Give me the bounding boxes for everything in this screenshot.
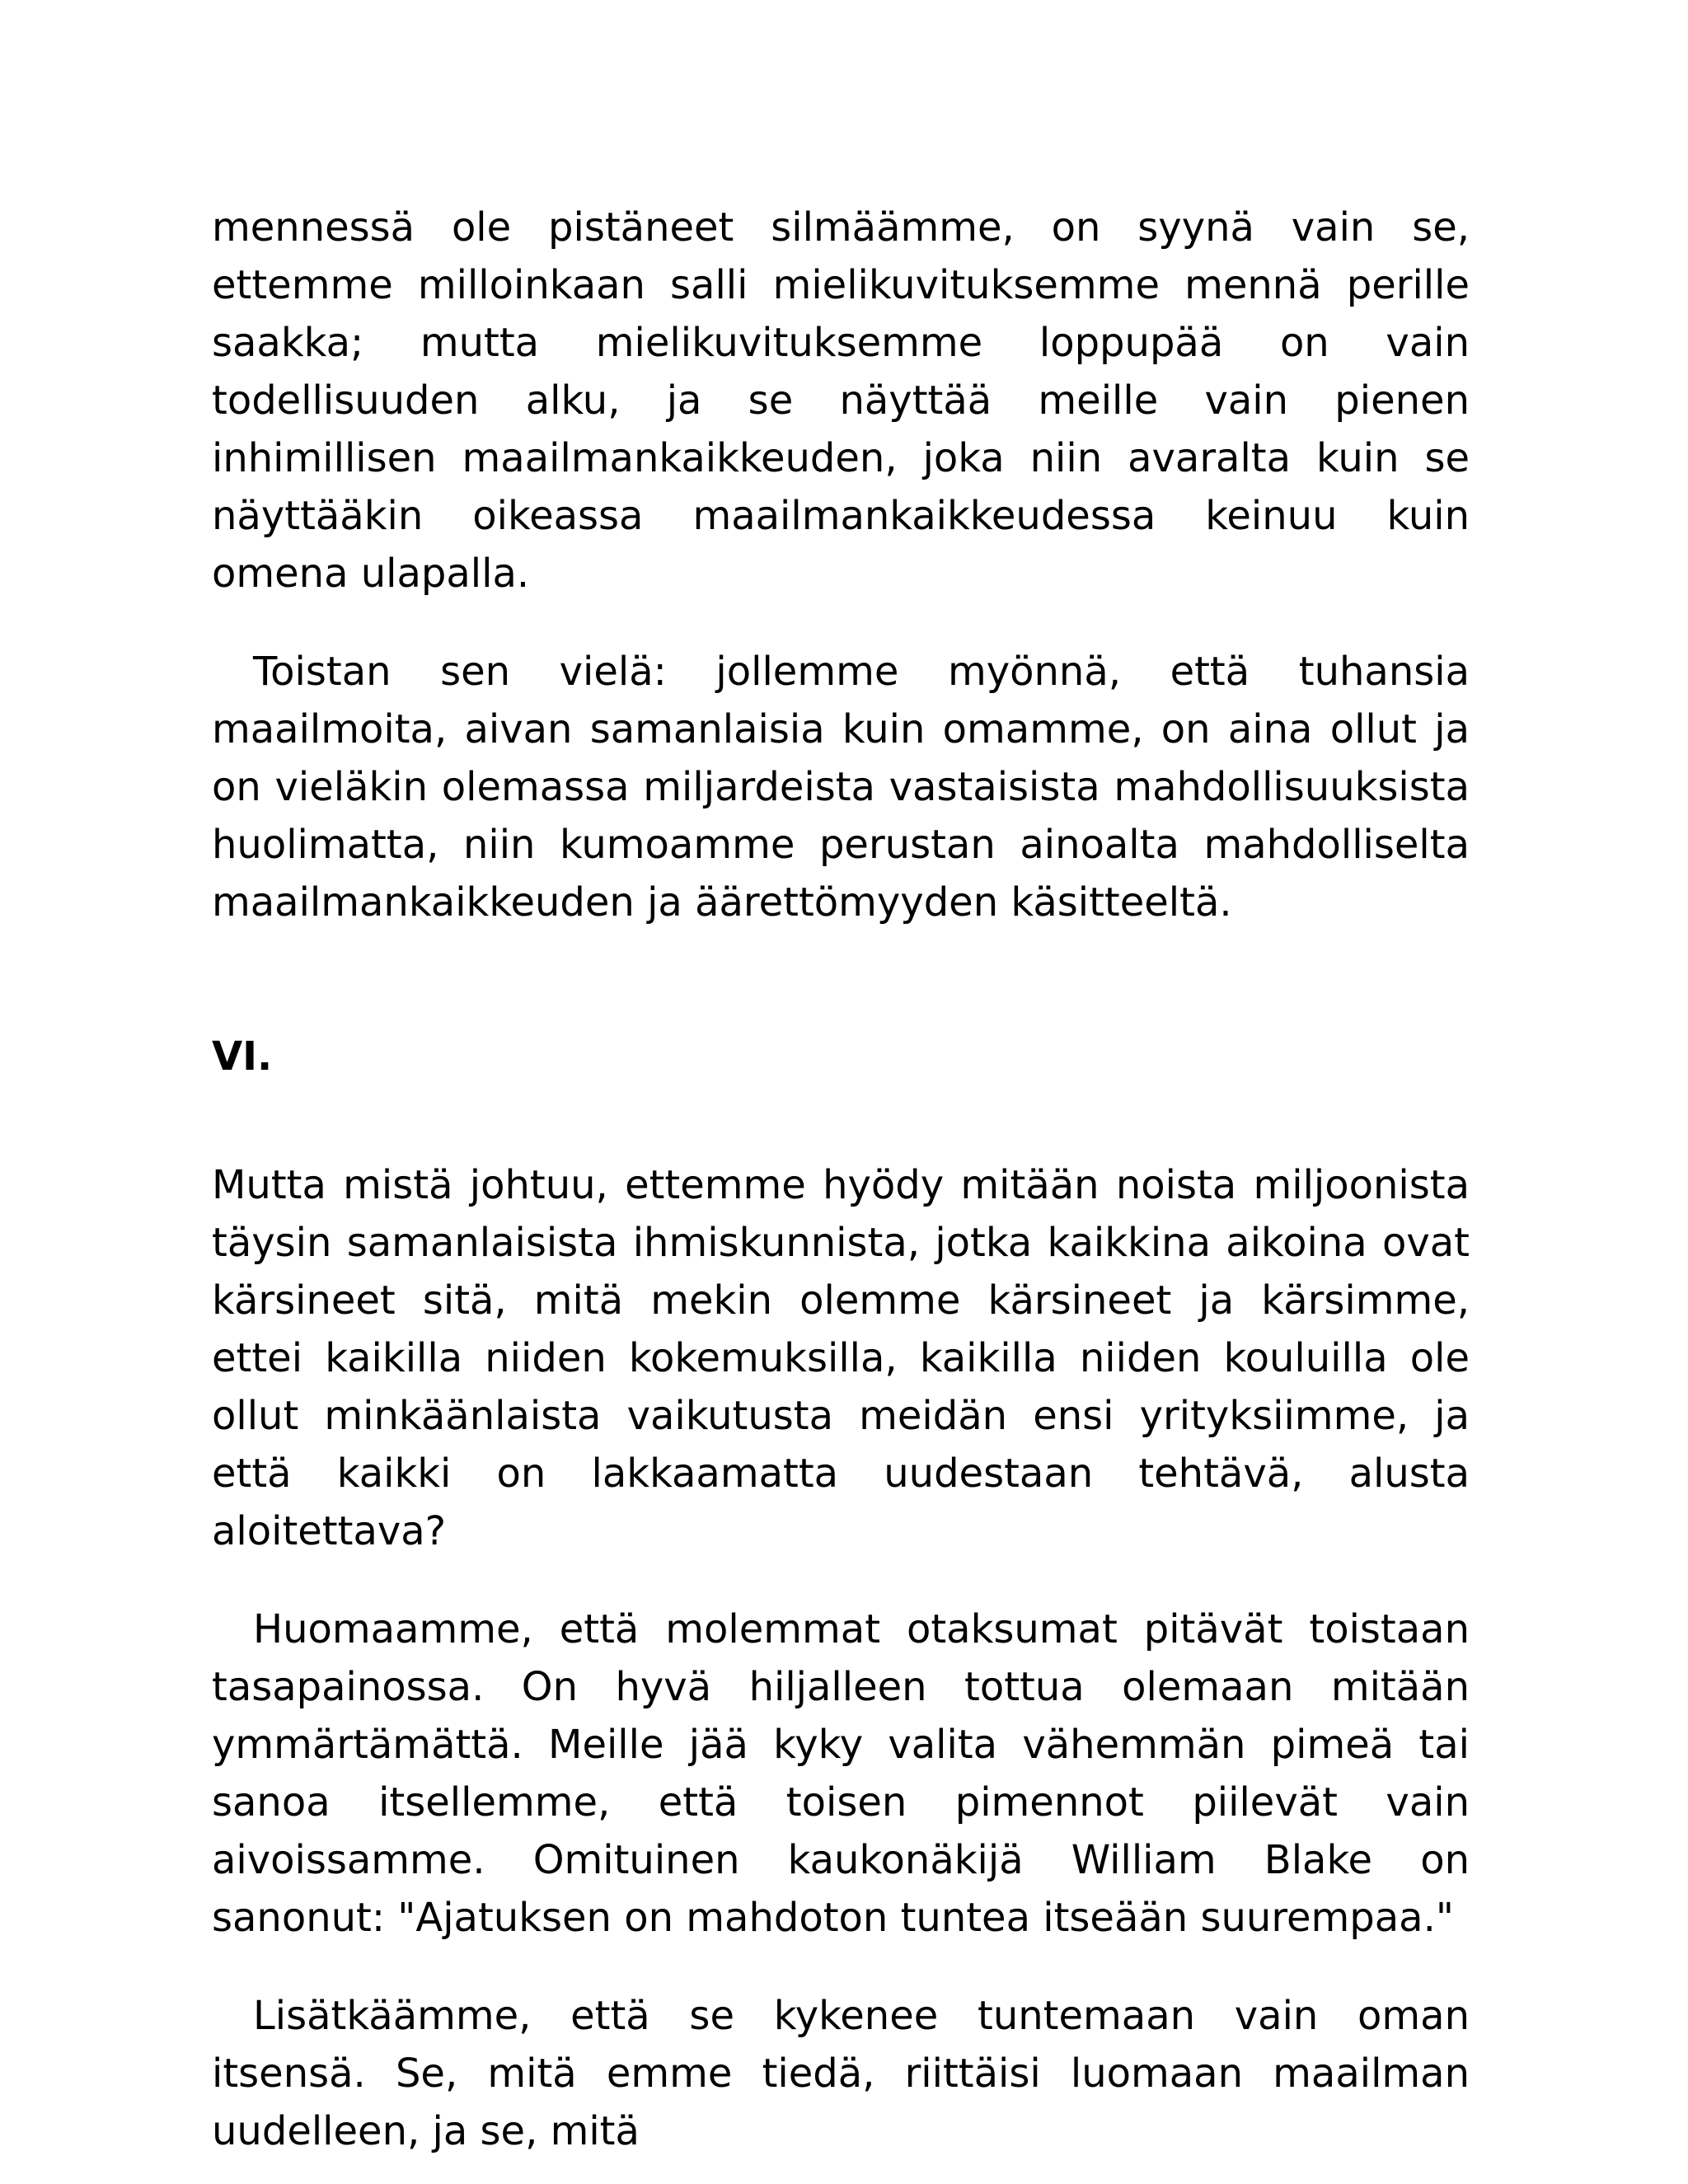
paragraph: Toistan sen vielä: jollemme myönnä, että tuhansia maailmoita, aivan samanlaisia kuin omamme, on aina ollut ja on vieläkin olemassa miljardeista vastaisista mahdollisuuksista huolimatta, niin kumoamme perustan ainoalta mahdolliselta maailmankaikkeuden ja äärettömyyden käsitteeltä.: [212, 649, 1470, 926]
document-page: [212, 199, 1470, 2160]
paragraph-continued: mennessä ole pistäneet silmäämme, on syynä vain se, ettemme milloinkaan salli mielikuvituksemme mennä perille saakka; mutta mielikuvituksemme loppupää on vain todellisuuden alku, ja se näyttää meille vain pienen inhimillisen maailmankaikkeuden, joka niin avaralta kuin se näyttääkin oikeassa maailmankaikkeudessa keinuu kuin omena ulapalla.: [212, 204, 1470, 597]
section-heading: VI.: [212, 1033, 273, 1080]
paragraph-truncated: Lisätkäämme, että se kykenee tuntemaan vain oman itsensä. Se, mitä emme tiedä, riittäisi luomaan maailman uudelleen, ja se, mitä: [212, 1993, 1470, 2154]
paragraph: Mutta mistä johtuu, ettemme hyödy mitään noista miljoonista täysin samanlaisista ihmiskunnista, jotka kaikkina aikoina ovat kärsineet sitä, mitä mekin olemme kärsineet ja kärsimme, ettei kaikilla niiden kokemuksilla, kaikilla niiden kouluilla ole ollut minkäänlaista vaikutusta meidän ensi yrityksiimme, ja että kaikki on lakkaamatta uudestaan tehtävä, alusta aloitettava?: [212, 1162, 1470, 1554]
paragraph: Huomaamme, että molemmat otaksumat pitävät toistaan tasapainossa. On hyvä hiljalleen tottua olemaan mitään ymmärtämättä. Meille jää kyky valita vähemmän pimeä tai sanoa itsellemme, että toisen pimennot piilevät vain aivoissamme. Omituinen kaukonäkijä William Blake on sanonut: "Ajatuksen on mahdoton tuntea itseään suurempaa.": [212, 1606, 1470, 1941]
